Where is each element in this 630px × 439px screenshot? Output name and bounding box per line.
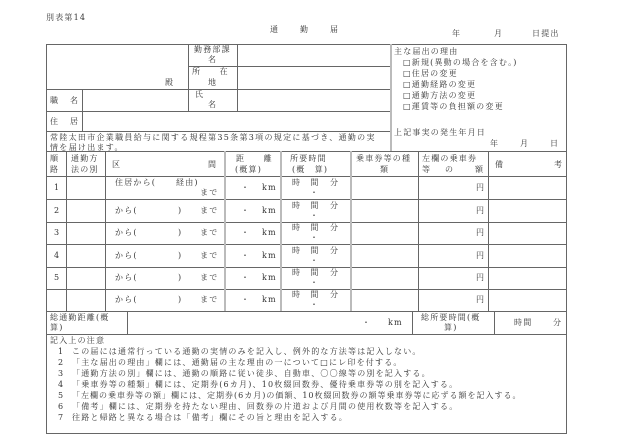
row-time-dot: ・ bbox=[310, 188, 320, 197]
row-ticket-field[interactable] bbox=[352, 245, 417, 266]
row-time-dot: ・ bbox=[310, 256, 320, 265]
row-to: まで bbox=[200, 251, 219, 260]
header-section-left: 区 bbox=[112, 160, 122, 169]
row-method-field[interactable] bbox=[67, 268, 104, 288]
row-method-field[interactable] bbox=[67, 223, 104, 243]
row-time-hours: 時 間 bbox=[292, 178, 320, 187]
note-item: 3 「通勤方法の別」欄には、通勤の順路に従い徒歩、自動車、〇〇線等の別を記入する。 bbox=[58, 369, 431, 378]
name-label: 氏 bbox=[195, 90, 205, 99]
row-remarks-field[interactable] bbox=[489, 223, 566, 243]
row-to: まで bbox=[200, 228, 219, 237]
row-distance-unit: km bbox=[262, 183, 277, 192]
note-item: 1 この届には通常行っている通勤の実情のみを記入し、例外的な方法等は記入しない。 bbox=[58, 347, 422, 356]
row-distance-unit: km bbox=[262, 228, 277, 237]
header-time: 所要時間 bbox=[290, 154, 327, 163]
divider bbox=[224, 151, 226, 311]
row-order: 5 bbox=[54, 273, 61, 282]
row-time-minutes: 分 bbox=[330, 290, 340, 299]
row-time-hours: 時 間 bbox=[292, 223, 320, 232]
residence-field[interactable] bbox=[83, 112, 389, 130]
row-distance-unit: km bbox=[262, 206, 277, 215]
notes-list bbox=[58, 347, 522, 424]
residence-label: 住 居 bbox=[50, 117, 80, 126]
addressee-suffix: 殿 bbox=[165, 78, 175, 87]
name-label-2: 名 bbox=[208, 100, 218, 109]
row-via: ) bbox=[178, 273, 183, 282]
row-via: 経由) bbox=[176, 178, 199, 187]
checkbox-icon[interactable]: □ bbox=[403, 102, 412, 111]
row-to: まで bbox=[200, 295, 219, 304]
divider bbox=[127, 311, 128, 334]
header-section-right: 間 bbox=[208, 160, 218, 169]
occurrence-day: 日 bbox=[550, 139, 560, 148]
row-fare-unit: 円 bbox=[476, 295, 486, 304]
location-field[interactable] bbox=[238, 67, 389, 88]
header-ticket: 乗車券等の種 bbox=[356, 154, 412, 163]
row-via: ) bbox=[178, 206, 183, 215]
header-method: 通勤方 bbox=[71, 154, 99, 163]
reasons-heading: 主な届出の理由 bbox=[394, 47, 459, 56]
row-ticket-field[interactable] bbox=[352, 268, 417, 288]
row-distance-dot: ・ bbox=[241, 251, 251, 260]
row-ticket-field[interactable] bbox=[352, 200, 417, 221]
row-time-dot: ・ bbox=[310, 300, 320, 309]
divider bbox=[280, 151, 282, 311]
reasons-list bbox=[403, 58, 518, 113]
row-method-field[interactable] bbox=[67, 290, 104, 310]
row-method-field[interactable] bbox=[67, 200, 104, 221]
header-distance-2: (概算) bbox=[235, 165, 263, 174]
reason-new[interactable]: □新規(異動の場合を含む。) bbox=[403, 58, 518, 67]
total-distance-label-2: 算) bbox=[50, 323, 64, 332]
row-distance-dot: ・ bbox=[241, 295, 251, 304]
header-method-2: 法の別 bbox=[71, 165, 99, 174]
row-distance-unit: km bbox=[262, 295, 277, 304]
divider bbox=[46, 131, 390, 132]
divider bbox=[46, 311, 567, 312]
total-distance-label: 総通勤距離(概 bbox=[50, 313, 110, 322]
row-remarks-field[interactable] bbox=[489, 200, 566, 221]
row-fare-unit: 円 bbox=[476, 273, 486, 282]
name-field[interactable] bbox=[238, 90, 389, 110]
note-item: 4 「乗車券等の種類」欄には、定期券(6カ月)、10枚綴回数券、優待乗車券等の別を記入する。 bbox=[58, 380, 459, 389]
location-label-2: 地 bbox=[208, 78, 218, 87]
form-number: 別表第14 bbox=[46, 13, 87, 22]
header-fare-2-mid: の bbox=[445, 165, 455, 174]
row-remarks-field[interactable] bbox=[489, 177, 566, 198]
row-order: 4 bbox=[54, 251, 61, 260]
row-fare-unit: 円 bbox=[476, 228, 486, 237]
row-time-hours: 時 間 bbox=[292, 268, 320, 277]
submit-year-label: 年 bbox=[452, 29, 462, 38]
row-remarks-field[interactable] bbox=[489, 290, 566, 310]
header-time-2: (概 算) bbox=[292, 165, 329, 174]
row-method-field[interactable] bbox=[67, 245, 104, 266]
row-via: ) bbox=[178, 228, 183, 237]
total-time-hours: 時間 bbox=[514, 318, 533, 327]
notes-heading: 記入上の注意 bbox=[50, 336, 106, 345]
divider bbox=[188, 44, 189, 111]
row-from: から( bbox=[115, 228, 138, 237]
row-remarks-field[interactable] bbox=[489, 268, 566, 288]
row-time-minutes: 分 bbox=[330, 268, 340, 277]
header-distance: 距 離 bbox=[236, 154, 273, 163]
row-from: から( bbox=[115, 295, 138, 304]
note-item: 2 「主な届出の理由」欄には、通勤届の主な理由の一について□にレ印を付する。 bbox=[58, 358, 403, 367]
header-order: 順 bbox=[50, 154, 60, 163]
divider bbox=[46, 334, 567, 335]
header-remarks-left: 備 bbox=[495, 160, 505, 169]
row-fare-unit: 円 bbox=[476, 206, 486, 215]
department-label-2: 名 bbox=[208, 55, 218, 64]
row-ticket-field[interactable] bbox=[352, 177, 417, 198]
reason-route-change[interactable]: □通勤経路の変更 bbox=[403, 80, 477, 89]
total-time-label: 総所要時間(概 bbox=[421, 313, 481, 322]
divider bbox=[412, 311, 413, 334]
row-method-field[interactable] bbox=[67, 177, 104, 198]
row-from: から( bbox=[115, 251, 138, 260]
row-order: 2 bbox=[54, 206, 61, 215]
submit-month-label: 月 bbox=[494, 29, 504, 38]
row-from: から( bbox=[115, 206, 138, 215]
total-time-label-2: 算) bbox=[444, 323, 458, 332]
page-title: 通 勤 届 bbox=[270, 25, 340, 34]
header-fare: 左欄の乗車券 bbox=[422, 154, 478, 163]
row-distance-dot: ・ bbox=[241, 183, 251, 192]
row-time-dot: ・ bbox=[310, 233, 320, 242]
checkbox-icon[interactable]: □ bbox=[403, 80, 412, 89]
row-from: から( bbox=[115, 273, 138, 282]
divider bbox=[494, 311, 495, 334]
row-time-hours: 時 間 bbox=[292, 246, 320, 255]
row-distance-unit: km bbox=[262, 251, 277, 260]
row-via: ) bbox=[178, 295, 183, 304]
divider bbox=[105, 151, 106, 311]
checkbox-icon[interactable]: □ bbox=[403, 69, 412, 78]
total-time-minutes: 分 bbox=[553, 318, 563, 327]
department-label: 勤務部課 bbox=[194, 45, 231, 54]
row-time-hours: 時 間 bbox=[292, 290, 320, 299]
submit-day-label: 日提出 bbox=[532, 29, 560, 38]
occurrence-label: 上記事実の発生年月日 bbox=[394, 128, 486, 137]
statement-line-1: 常陸太田市企業職員給与に関する規程第35条第3項の規定に基づき、通勤の実 bbox=[50, 133, 376, 142]
note-item: 7 往路と帰路と異なる場合は「備考」欄にその旨と理由を記入する。 bbox=[58, 413, 348, 422]
row-distance-unit: km bbox=[262, 273, 277, 282]
statement-line-2: 情を届け出ます。 bbox=[50, 143, 124, 152]
location-label: 所 在 bbox=[192, 67, 229, 76]
row-distance-dot: ・ bbox=[241, 228, 251, 237]
row-to: まで bbox=[200, 206, 219, 215]
occurrence-month: 月 bbox=[520, 139, 530, 148]
row-time-minutes: 分 bbox=[330, 246, 340, 255]
header-order-2: 路 bbox=[50, 165, 60, 174]
row-time-minutes: 分 bbox=[330, 223, 340, 232]
reason-fare-change[interactable]: □運賃等の負担額の変更 bbox=[403, 102, 504, 111]
header-fare-2-left: 等 bbox=[422, 165, 432, 174]
row-from: 住居から( bbox=[115, 178, 157, 187]
total-distance-unit: km bbox=[388, 318, 403, 327]
row-time-hours: 時 間 bbox=[292, 201, 320, 210]
job-title-field[interactable] bbox=[83, 90, 187, 110]
row-ticket-field[interactable] bbox=[352, 290, 417, 310]
row-time-dot: ・ bbox=[310, 211, 320, 220]
reason-residence-change[interactable]: □住居の変更 bbox=[403, 69, 458, 78]
row-distance-dot: ・ bbox=[241, 206, 251, 215]
occurrence-year: 年 bbox=[490, 139, 500, 148]
job-title-label: 職 名 bbox=[50, 96, 80, 105]
department-field[interactable] bbox=[238, 45, 389, 65]
row-fare-unit: 円 bbox=[476, 251, 486, 260]
checkbox-icon[interactable]: □ bbox=[403, 91, 412, 100]
header-remarks-right: 考 bbox=[554, 160, 564, 169]
checkbox-icon[interactable]: □ bbox=[403, 58, 412, 67]
row-time-dot: ・ bbox=[310, 278, 320, 287]
row-via: ) bbox=[178, 251, 183, 260]
row-ticket-field[interactable] bbox=[352, 223, 417, 243]
total-distance-dot: ・ bbox=[362, 318, 372, 327]
row-distance-dot: ・ bbox=[241, 273, 251, 282]
row-time-minutes: 分 bbox=[330, 178, 340, 187]
divider bbox=[418, 151, 419, 311]
header-ticket-2: 類 bbox=[380, 165, 390, 174]
divider bbox=[390, 44, 392, 152]
note-item: 5 「左欄の乗車券等の額」欄には、定期券(6カ月)の価額、10枚綴回数券の額等乗車券等に応ずる額を記入する。 bbox=[58, 391, 522, 400]
row-remarks-field[interactable] bbox=[489, 245, 566, 266]
note-item: 6 「備考」欄には、定期券を持たない理由、回数券の片道および月間の使用枚数等を記入する。 bbox=[58, 402, 459, 411]
row-time-minutes: 分 bbox=[330, 201, 340, 210]
row-fare-unit: 円 bbox=[476, 183, 486, 192]
header-fare-2-right: 額 bbox=[475, 165, 485, 174]
row-to: まで bbox=[200, 188, 219, 197]
row-to: まで bbox=[200, 273, 219, 282]
row-order: 3 bbox=[54, 228, 61, 237]
reason-method-change[interactable]: □通勤方法の変更 bbox=[403, 91, 477, 100]
row-order: 1 bbox=[54, 183, 61, 192]
